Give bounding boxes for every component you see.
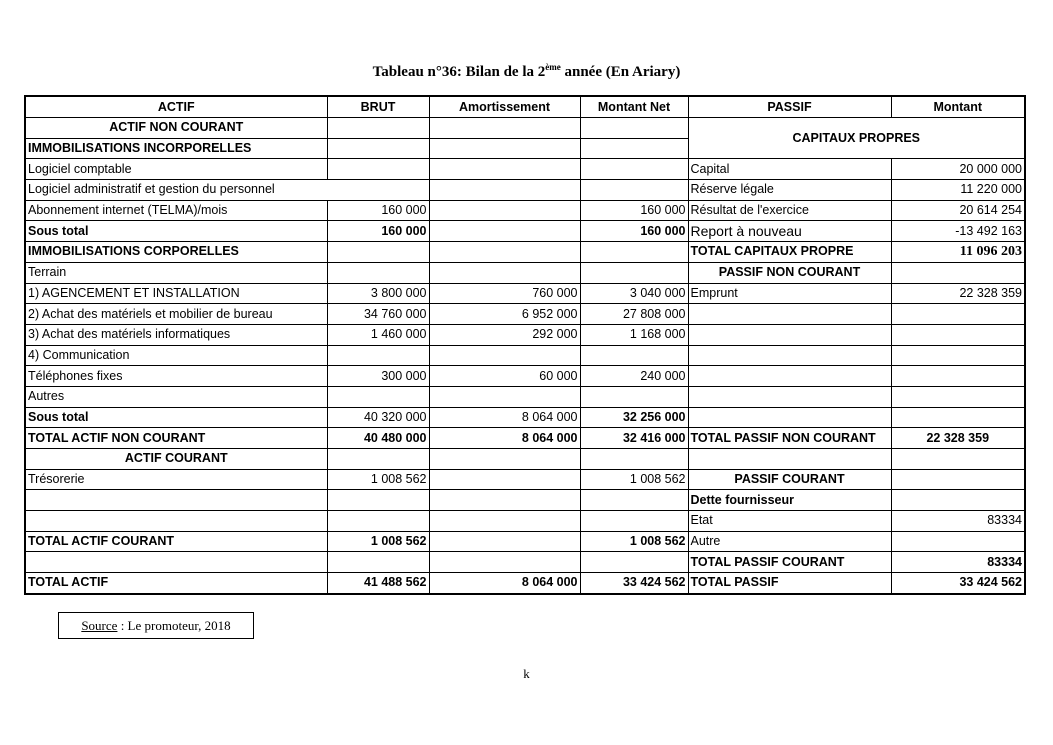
header-amortissement: Amortissement (429, 96, 580, 118)
table-row (25, 428, 1025, 449)
table-row (25, 304, 1025, 325)
amort-total-actif-non-courant: 8 064 000 (429, 428, 580, 449)
value-emprunt: 22 328 359 (891, 283, 1025, 304)
amort-agencement: 760 000 (429, 283, 580, 304)
label-logiciel-admin: Logiciel administratif et gestion du personnel (25, 180, 429, 201)
table-row (25, 490, 1025, 511)
table-row (25, 552, 1025, 573)
table-row (25, 118, 1025, 139)
label-total-passif-non-courant: TOTAL PASSIF NON COURANT (688, 428, 891, 449)
value-total-passif-non-courant: 22 328 359 (891, 428, 1025, 449)
net-tresorerie: 1 008 562 (580, 469, 688, 490)
label-mobilier: 2) Achat des matériels et mobilier de bureau (25, 304, 327, 325)
brut-informatique: 1 460 000 (327, 324, 429, 345)
net-total-actif-courant: 1 008 562 (580, 531, 688, 552)
label-reserve: Réserve légale (688, 180, 891, 201)
label-autre: Autre (688, 531, 891, 552)
net-informatique: 1 168 000 (580, 324, 688, 345)
label-total-actif-non-courant: TOTAL ACTIF NON COURANT (25, 428, 327, 449)
brut-tresorerie: 1 008 562 (327, 469, 429, 490)
page-number: k (523, 666, 530, 681)
value-etat: 83334 (891, 511, 1025, 532)
net-telephones: 240 000 (580, 366, 688, 387)
section-capitaux-propres: CAPITAUX PROPRES (688, 118, 1025, 159)
amort-informatique: 292 000 (429, 324, 580, 345)
header-row (25, 96, 1025, 118)
brut-abonnement: 160 000 (327, 200, 429, 221)
brut-agencement: 3 800 000 (327, 283, 429, 304)
table-row (25, 221, 1025, 242)
label-sous-total-1: Sous total (25, 221, 327, 242)
label-resultat: Résultat de l'exercice (688, 200, 891, 221)
net-total-actif: 33 424 562 (580, 573, 688, 594)
amort-telephones: 60 000 (429, 366, 580, 387)
section-passif-courant: PASSIF COURANT (688, 469, 891, 490)
table-row (25, 262, 1025, 283)
source-note (58, 612, 254, 639)
label-dette-fournisseur: Dette fournisseur (688, 490, 891, 511)
net-agencement: 3 040 000 (580, 283, 688, 304)
section-immo-corporelles: IMMOBILISATIONS CORPORELLES (25, 242, 327, 263)
table-row (25, 345, 1025, 366)
table-row (25, 407, 1025, 428)
label-total-actif-courant: TOTAL ACTIF COURANT (25, 531, 327, 552)
value-report: -13 492 163 (891, 221, 1025, 242)
label-communication: 4) Communication (25, 345, 327, 366)
label-informatique: 3) Achat des matériels informatiques (25, 324, 327, 345)
value-total-passif: 33 424 562 (891, 573, 1025, 594)
label-report: Report à nouveau (688, 221, 891, 242)
label-total-passif: TOTAL PASSIF (688, 573, 891, 594)
table-row (25, 200, 1025, 221)
section-actif-non-courant: ACTIF NON COURANT (25, 118, 327, 139)
brut-sous-total-2: 40 320 000 (327, 407, 429, 428)
label-agencement: 1) AGENCEMENT ET INSTALLATION (25, 283, 327, 304)
table-row (25, 511, 1025, 532)
brut-telephones: 300 000 (327, 366, 429, 387)
table-row (25, 242, 1025, 263)
net-sous-total-2: 32 256 000 (580, 407, 688, 428)
label-total-passif-courant: TOTAL PASSIF COURANT (688, 552, 891, 573)
source-text: : Le promoteur, 2018 (117, 618, 231, 633)
label-logiciel-comptable: Logiciel comptable (25, 159, 327, 180)
table-row (25, 180, 1025, 201)
section-immo-incorporelles: IMMOBILISATIONS INCORPORELLES (25, 138, 327, 159)
value-total-capitaux-propre: 11 096 203 (891, 242, 1025, 263)
table-row (25, 366, 1025, 387)
header-brut: BRUT (327, 96, 429, 118)
label-emprunt: Emprunt (688, 283, 891, 304)
value-total-passif-courant: 83334 (891, 552, 1025, 573)
label-terrain: Terrain (25, 262, 327, 283)
brut-total-actif-non-courant: 40 480 000 (327, 428, 429, 449)
table-row (25, 324, 1025, 345)
header-montant: Montant (891, 96, 1025, 118)
label-tresorerie: Trésorerie (25, 469, 327, 490)
table-row (25, 159, 1025, 180)
table-row (25, 386, 1025, 407)
table-row (25, 469, 1025, 490)
table-row (25, 283, 1025, 304)
header-montant-net: Montant Net (580, 96, 688, 118)
label-capital: Capital (688, 159, 891, 180)
table-row (25, 573, 1025, 594)
value-capital: 20 000 000 (891, 159, 1025, 180)
source-label: Source (81, 618, 118, 633)
net-total-actif-non-courant: 32 416 000 (580, 428, 688, 449)
label-etat: Etat (688, 511, 891, 532)
balance-sheet-table (24, 95, 1026, 595)
section-passif-non-courant: PASSIF NON COURANT (688, 262, 891, 283)
label-abonnement: Abonnement internet (TELMA)/mois (25, 200, 327, 221)
label-telephones: Téléphones fixes (25, 366, 327, 387)
net-mobilier: 27 808 000 (580, 304, 688, 325)
header-actif: ACTIF (25, 96, 327, 118)
net-sous-total-1: 160 000 (580, 221, 688, 242)
brut-total-actif: 41 488 562 (327, 573, 429, 594)
header-passif: PASSIF (688, 96, 891, 118)
brut-mobilier: 34 760 000 (327, 304, 429, 325)
amort-mobilier: 6 952 000 (429, 304, 580, 325)
table-title: Tableau n°36: Bilan de la 2ème année (En Ariary) (372, 62, 681, 80)
amort-total-actif: 8 064 000 (429, 573, 580, 594)
table-row (25, 531, 1025, 552)
net-abonnement: 160 000 (580, 200, 688, 221)
label-total-actif: TOTAL ACTIF (25, 573, 327, 594)
value-reserve: 11 220 000 (891, 180, 1025, 201)
label-sous-total-2: Sous total (25, 407, 327, 428)
table-row (25, 449, 1025, 470)
label-autres: Autres (25, 386, 327, 407)
brut-total-actif-courant: 1 008 562 (327, 531, 429, 552)
value-resultat: 20 614 254 (891, 200, 1025, 221)
section-actif-courant: ACTIF COURANT (25, 449, 327, 470)
label-total-capitaux-propre: TOTAL CAPITAUX PROPRE (688, 242, 891, 263)
amort-sous-total-2: 8 064 000 (429, 407, 580, 428)
brut-sous-total-1: 160 000 (327, 221, 429, 242)
